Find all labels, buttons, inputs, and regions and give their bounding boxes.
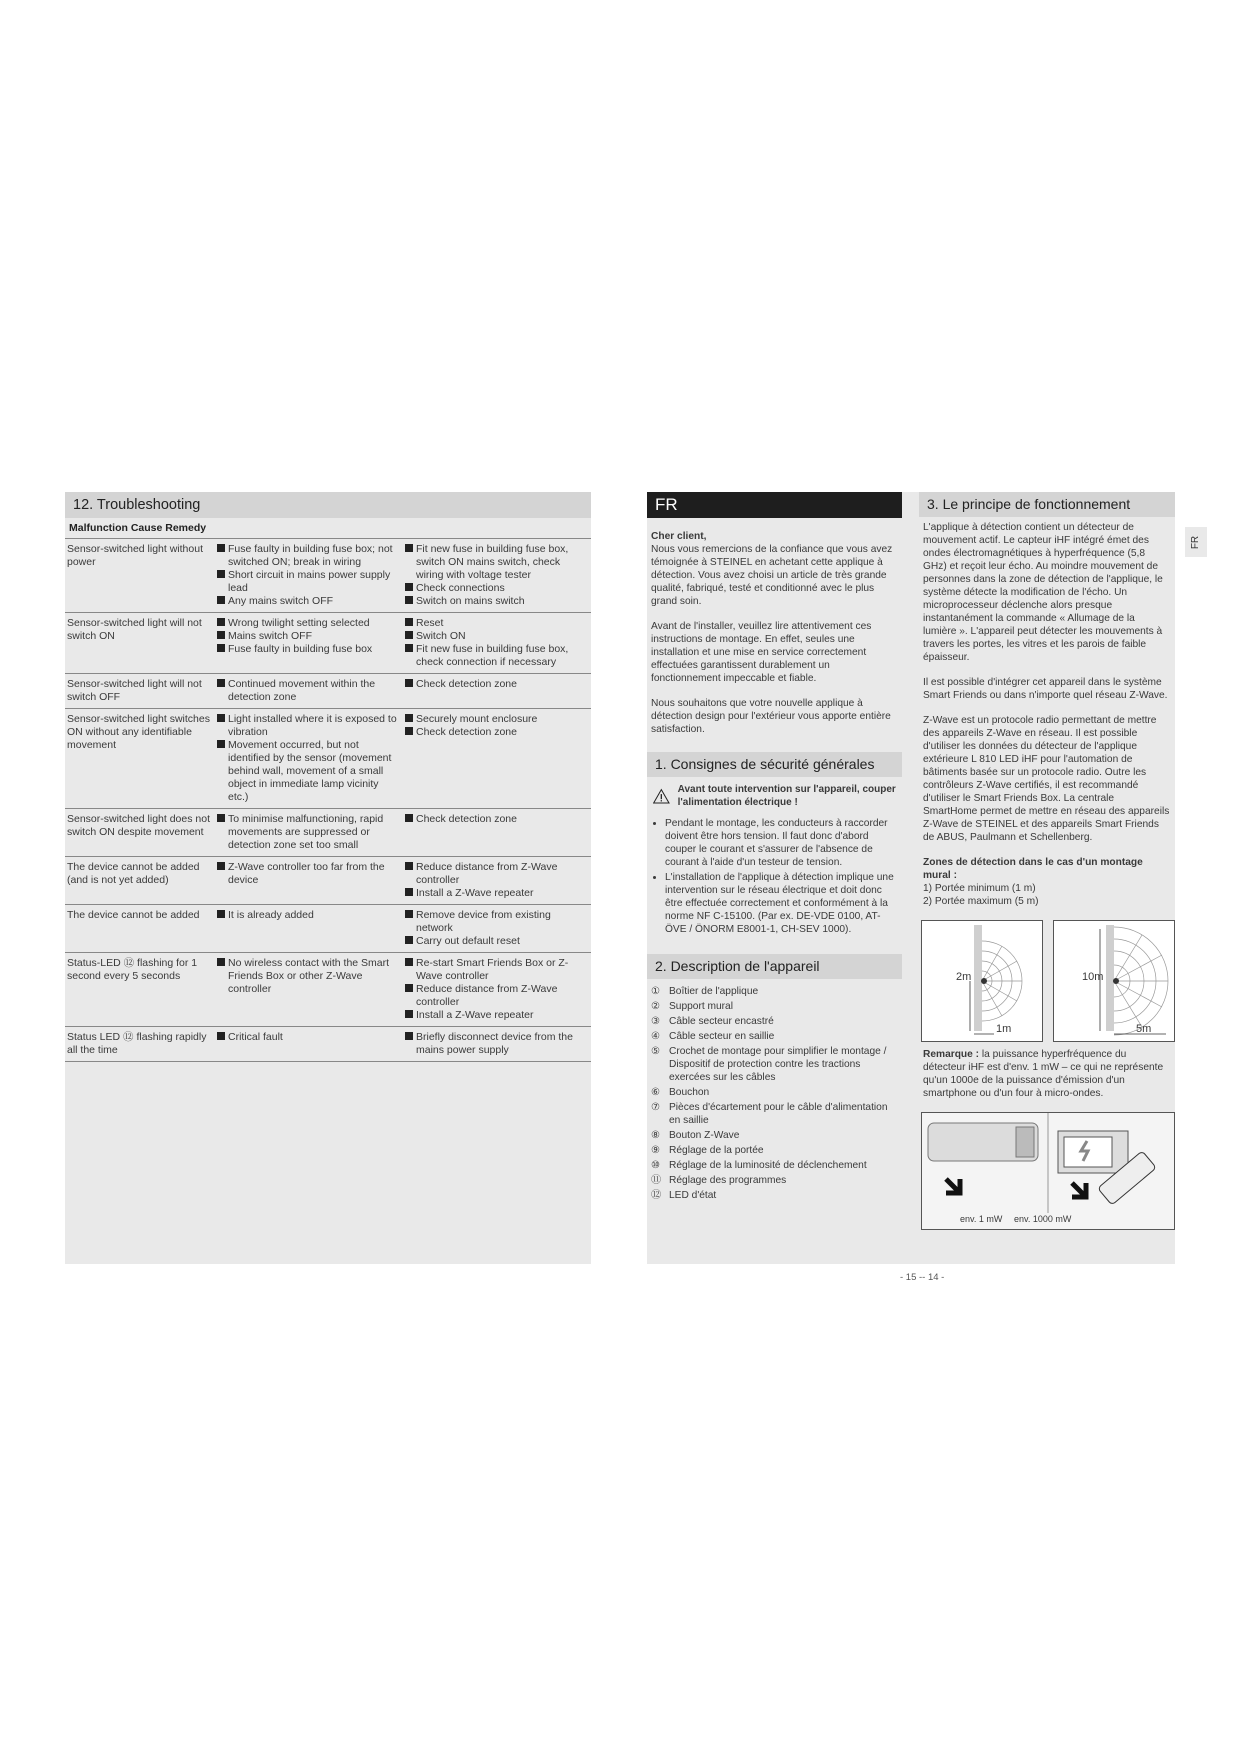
cause-item <box>217 1031 401 1044</box>
item-text: Briefly disconnect device from the mains power supply <box>416 1031 573 1056</box>
section-2-title: 2. Description de l'appareil <box>647 954 902 979</box>
power-label-lamp: env. 1 mW <box>960 1214 1003 1224</box>
part-number: ⑤ <box>651 1046 661 1057</box>
bullet-square-icon <box>405 1010 413 1018</box>
part-label: Réglage des programmes <box>669 1175 787 1186</box>
item-text: No wireless contact with the Smart Friends Box or other Z-Wave controller <box>228 957 390 995</box>
item-text: Fit new fuse in building fuse box, switch ON mains switch, check wiring with voltage tester <box>416 543 569 581</box>
bullet-square-icon <box>217 570 225 578</box>
cause-item <box>217 643 401 656</box>
bullet-square-icon <box>405 1032 413 1040</box>
cause-cell <box>215 905 403 953</box>
item-text: Install a Z-Wave repeater <box>416 1009 534 1021</box>
remark <box>919 1048 1175 1100</box>
safety-bullet-1: • Pendant le montage, les conducteurs à raccorder doivent être hors tension. Il faut donc d'abord couper le courant et s'assurer de l'absence de courant à l'aide d'un testeur de tension. <box>665 817 898 869</box>
item-text: Light installed where it is exposed to vibration <box>228 713 397 738</box>
bullet-square-icon <box>405 544 413 552</box>
part-number: ① <box>651 986 661 997</box>
cause-item <box>217 678 401 704</box>
remedy-item <box>405 1009 589 1022</box>
part-item <box>651 1030 898 1043</box>
bullet-square-icon <box>217 544 225 552</box>
part-label: Support mural <box>669 1001 733 1012</box>
cause-cell <box>215 613 403 674</box>
part-label: LED d'état <box>669 1190 717 1201</box>
safety-warning <box>647 783 902 809</box>
item-text: Critical fault <box>228 1031 283 1043</box>
part-number: ⑨ <box>651 1145 661 1156</box>
remedy-item <box>405 643 589 669</box>
remedy-item <box>405 813 589 826</box>
part-item <box>651 1015 898 1028</box>
remedy-item <box>405 617 589 630</box>
diagram-min-height-label: 2m <box>956 971 972 983</box>
bullet-square-icon <box>217 958 225 966</box>
part-number: ④ <box>651 1031 661 1042</box>
item-text: Reset <box>416 617 444 629</box>
bullet-square-icon <box>405 910 413 918</box>
malfunction-cell: The device cannot be added (and is not yet added) <box>67 861 200 886</box>
bullet-square-icon <box>405 936 413 944</box>
item-text: Check detection zone <box>416 726 517 738</box>
item-text: Check connections <box>416 582 505 594</box>
part-number: ⑩ <box>651 1160 661 1171</box>
principle-paragraph-1: L'applique à détection contient un détecteur de mouvement actif. Le capteur iHF intégré émet des ondes électromagnétiques à hyperfréquence (5,8 GHz) et reçoit leur écho. Au moindre mouvement de personnes dans la zone de détection de l'applique, le système détecte la modification de l'écho. Un microprocesseur déclenche alors presque instantanément la commande « Allumage de la lumière ». L'appareil peut détecter les mouvements à travers les portes, les vitres et les parois de faible épaisseur. <box>923 522 1163 663</box>
cause-cell <box>215 709 403 809</box>
section-1-title: 1. Consignes de sécurité générales <box>647 752 902 777</box>
item-text: Install a Z-Wave repeater <box>416 887 534 899</box>
cause-item <box>217 957 401 996</box>
item-text: Securely mount enclosure <box>416 713 538 725</box>
principle-paragraph-3: Z-Wave est un protocole radio permettant de mettre des appareils Z-Wave en réseau. Il est possible d'utiliser les données du détecteur de l'applique extérieure L 810 LED iHF pour l'automation de bâtiments basée sur un protocole radio. Outre les contrôleurs Z-Wave certifiés, il est recommandé d'utiliser le Smart Friends Box. La centrale SmartHome permet de mettre en réseau des appareils Z-Wave de STEINEL et des appareils Smart Friends de ABUS, Paulmann et Schellenberg. <box>923 715 1170 843</box>
item-text: Movement occurred, but not identified by the sensor (movement behind wall, movement of a small object in immediate lamp vicinity etc.) <box>228 739 392 803</box>
remedy-cell <box>403 613 591 674</box>
item-text: Fuse faulty in building fuse box <box>228 643 373 655</box>
remedy-cell <box>403 674 591 709</box>
part-item <box>651 1189 898 1202</box>
table-row <box>65 613 591 674</box>
bullet-square-icon <box>217 740 225 748</box>
part-number: ⑥ <box>651 1087 661 1098</box>
remedy-item <box>405 713 589 726</box>
detection-zone-min-graphic <box>922 921 1042 1041</box>
part-label: Crochet de montage pour simplifier le montage / Dispositif de protection contre les tractions exercées sur les câbles <box>669 1046 887 1083</box>
malfunction-cell: Sensor-switched light switches ON without any identifiable movement <box>67 713 210 751</box>
part-item <box>651 1174 898 1187</box>
warning-triangle-icon <box>653 784 670 808</box>
item-text: Short circuit in mains power supply lead <box>228 569 391 594</box>
remedy-item <box>405 582 589 595</box>
bullet-square-icon <box>405 679 413 687</box>
item-text: Any mains switch OFF <box>228 595 334 607</box>
cause-cell <box>215 674 403 709</box>
remedy-item <box>405 1031 589 1057</box>
bullet-square-icon <box>217 1032 225 1040</box>
item-text: Continued movement within the detection zone <box>228 678 376 703</box>
zone-max: 2) Portée maximum (5 m) <box>923 896 1039 907</box>
table-row <box>65 905 591 953</box>
item-text: Reduce distance from Z-Wave controller <box>416 983 558 1008</box>
item-text: Z-Wave controller too far from the device <box>228 861 385 886</box>
item-text: Wrong twilight setting selected <box>228 617 370 629</box>
item-text: Reduce distance from Z-Wave controller <box>416 861 558 886</box>
intro-paragraph-2: Avant de l'installer, veuillez lire attentivement ces instructions de montage. En effet, seules une installation et une mise en service correctement effectuées garantissent durablement un fonctionnement impeccable et fiable. <box>651 621 872 684</box>
troubleshooting-table <box>65 539 591 1062</box>
cause-item <box>217 569 401 595</box>
remedy-item <box>405 861 589 887</box>
part-item <box>651 1045 898 1084</box>
cause-item <box>217 543 401 569</box>
remedy-item <box>405 726 589 739</box>
remedy-item <box>405 678 589 691</box>
bullet-square-icon <box>405 596 413 604</box>
remedy-cell <box>403 857 591 905</box>
page-numbers: - 15 -- 14 - <box>900 1272 945 1283</box>
item-text: Remove device from existing network <box>416 909 551 934</box>
part-label: Bouton Z-Wave <box>669 1130 740 1141</box>
bullet-square-icon <box>217 679 225 687</box>
power-illustration-frame <box>921 1112 1175 1230</box>
greeting: Cher client, <box>651 531 707 542</box>
bullet-square-icon <box>405 618 413 626</box>
cause-item <box>217 630 401 643</box>
cause-cell <box>215 539 403 613</box>
bullet-square-icon <box>405 862 413 870</box>
cause-cell <box>215 953 403 1027</box>
detection-diagram-min <box>921 920 1043 1042</box>
bullet-square-icon <box>217 644 225 652</box>
bullet-square-icon <box>217 714 225 722</box>
malfunction-cell: Status-LED ⑫ flashing for 1 second every 5 seconds <box>67 957 198 982</box>
cause-item <box>217 813 401 852</box>
table-row <box>65 953 591 1027</box>
bullet-square-icon <box>405 958 413 966</box>
cause-item <box>217 713 401 739</box>
remedy-item <box>405 630 589 643</box>
bullet-square-icon <box>405 583 413 591</box>
intro-paragraph-1: Nous vous remercions de la confiance que vous avez témoignée à STEINEL en achetant cette applique à détection. Vous avez choisi un article de très grande qualité, fabriqué, testé et conditionné avec le plus grand soin. <box>651 544 893 607</box>
cause-cell <box>215 809 403 857</box>
part-label: Câble secteur encastré <box>669 1016 774 1027</box>
cause-item <box>217 861 401 887</box>
detection-zone-max-graphic <box>1054 921 1174 1041</box>
part-label: Bouchon <box>669 1087 710 1098</box>
item-text: Mains switch OFF <box>228 630 313 642</box>
item-text: Carry out default reset <box>416 935 520 947</box>
diagram-max-width-label: 5m <box>1136 1023 1152 1035</box>
bullet-square-icon <box>405 631 413 639</box>
part-item <box>651 1129 898 1142</box>
diagram-min-width-label: 1m <box>996 1023 1012 1035</box>
table-row <box>65 1027 591 1062</box>
remedy-cell <box>403 709 591 809</box>
part-item <box>651 1159 898 1172</box>
detection-diagram-max <box>1053 920 1175 1042</box>
side-tab-label: FR <box>1190 535 1202 549</box>
remark-text: la puissance hyperfréquence du détecteur iHF est d'env. 1 mW – ce qui ne représente qu'un 1000e de la puissance d'émission d'un smartphone ou d'un four à micro-ondes. <box>923 1049 1164 1099</box>
lamp-and-phone-illustration <box>922 1113 1174 1213</box>
remedy-item <box>405 909 589 935</box>
detection-zone-diagrams <box>919 920 1175 1048</box>
table-row <box>65 539 591 613</box>
part-number: ⑧ <box>651 1130 661 1141</box>
remedy-cell <box>403 539 591 613</box>
malfunction-cell: Sensor-switched light will not switch OFF <box>67 678 202 703</box>
cause-item <box>217 739 401 804</box>
item-text: Switch on mains switch <box>416 595 525 607</box>
table-row <box>65 674 591 709</box>
safety-bullets <box>647 817 902 936</box>
french-page <box>647 492 1175 1264</box>
malfunction-cell: Sensor-switched light will not switch ON <box>67 617 202 642</box>
malfunction-cell: Sensor-switched light without power <box>67 543 203 568</box>
part-item <box>651 1101 898 1127</box>
item-text: Re-start Smart Friends Box or Z-Wave controller <box>416 957 569 982</box>
parts-list <box>647 985 902 1202</box>
bullet-square-icon <box>405 888 413 896</box>
bullet-square-icon <box>405 714 413 722</box>
diagram-max-height-label: 10m <box>1082 971 1104 983</box>
remedy-cell <box>403 809 591 857</box>
bullet-square-icon <box>217 862 225 870</box>
cause-item <box>217 617 401 630</box>
remedy-item <box>405 935 589 948</box>
remedy-item <box>405 543 589 582</box>
item-text: Fit new fuse in building fuse box, check connection if necessary <box>416 643 569 668</box>
item-text: To minimise malfunctioning, rapid movements are suppressed or detection zone set too small <box>228 813 384 851</box>
cause-item <box>217 909 401 922</box>
remedy-cell <box>403 905 591 953</box>
part-label: Câble secteur en saillie <box>669 1031 775 1042</box>
power-label-phone: env. 1000 mW <box>1014 1214 1072 1224</box>
bullet-square-icon <box>217 631 225 639</box>
malfunction-cell: Sensor-switched light does not switch ON despite movement <box>67 813 210 838</box>
part-item <box>651 1086 898 1099</box>
table-row <box>65 809 591 857</box>
malfunction-cell: The device cannot be added <box>67 909 200 921</box>
item-text: Fuse faulty in building fuse box; not switched ON; break in wiring <box>228 543 393 568</box>
part-item <box>651 985 898 998</box>
cause-cell <box>215 1027 403 1062</box>
bullet-square-icon <box>217 910 225 918</box>
part-label: Réglage de la portée <box>669 1145 764 1156</box>
safety-bullet-2: • L'installation de l'applique à détection implique une intervention sur le réseau électrique et doit donc être effectuée correctement et conformément à la norme NF C-15100. (Par ex. DE-VDE 0100, AT-ÖVE / ÖNORM E8001-1, CH-SEV 1000). <box>665 871 898 936</box>
zones-title: Zones de détection dans le cas d'un montage mural : <box>923 857 1143 881</box>
table-row <box>65 857 591 905</box>
language-tag: FR <box>647 492 902 518</box>
column-principle <box>919 492 1175 1230</box>
zone-min: 1) Portée minimum (1 m) <box>923 883 1036 894</box>
part-item <box>651 1000 898 1013</box>
bullet-square-icon <box>405 814 413 822</box>
bullet-square-icon <box>405 984 413 992</box>
troubleshooting-title: 12. Troubleshooting <box>65 492 591 518</box>
section-3-title: 3. Le principe de fonctionnement <box>919 492 1175 517</box>
bullet-square-icon <box>405 727 413 735</box>
part-number: ③ <box>651 1016 661 1027</box>
cause-item <box>217 595 401 608</box>
intro-paragraph-3: Nous souhaitons que votre nouvelle applique à détection design pour l'extérieur vous apporte entière satisfaction. <box>651 698 891 735</box>
remedy-item <box>405 887 589 900</box>
column-intro <box>647 492 902 1204</box>
part-number: ⑪ <box>651 1175 662 1186</box>
part-label: Pièces d'écartement pour le câble d'alimentation en saillie <box>669 1102 888 1126</box>
part-number: ② <box>651 1001 661 1012</box>
part-item <box>651 1144 898 1157</box>
malfunction-cell: Status LED ⑫ flashing rapidly all the time <box>67 1031 207 1056</box>
part-number: ⑦ <box>651 1102 661 1113</box>
item-text: Switch ON <box>416 630 466 642</box>
remedy-item <box>405 983 589 1009</box>
language-side-tab <box>1185 527 1207 557</box>
bullet-square-icon <box>217 814 225 822</box>
table-row <box>65 709 591 809</box>
troubleshooting-page <box>65 492 591 1264</box>
principle-paragraph-2: Il est possible d'intégrer cet appareil dans le système Smart Friends ou dans n'importe quel réseau Z-Wave. <box>923 677 1168 701</box>
bullet-square-icon <box>405 644 413 652</box>
remedy-item <box>405 957 589 983</box>
cause-cell <box>215 857 403 905</box>
item-text: Check detection zone <box>416 678 517 690</box>
remedy-cell <box>403 953 591 1027</box>
remark-label: Remarque : <box>923 1049 980 1060</box>
power-comparison-illustration <box>919 1112 1175 1230</box>
table-header: Malfunction Cause Remedy <box>65 518 591 539</box>
bullet-square-icon <box>217 618 225 626</box>
item-text: It is already added <box>228 909 314 921</box>
remedy-item <box>405 595 589 608</box>
warning-text: Avant toute intervention sur l'appareil, couper l'alimentation électrique ! <box>677 784 896 808</box>
part-number: ⑫ <box>651 1190 662 1201</box>
bullet-square-icon <box>217 596 225 604</box>
item-text: Check detection zone <box>416 813 517 825</box>
remedy-cell <box>403 1027 591 1062</box>
part-label: Boîtier de l'applique <box>669 986 759 997</box>
part-label: Réglage de la luminosité de déclenchement <box>669 1160 867 1171</box>
